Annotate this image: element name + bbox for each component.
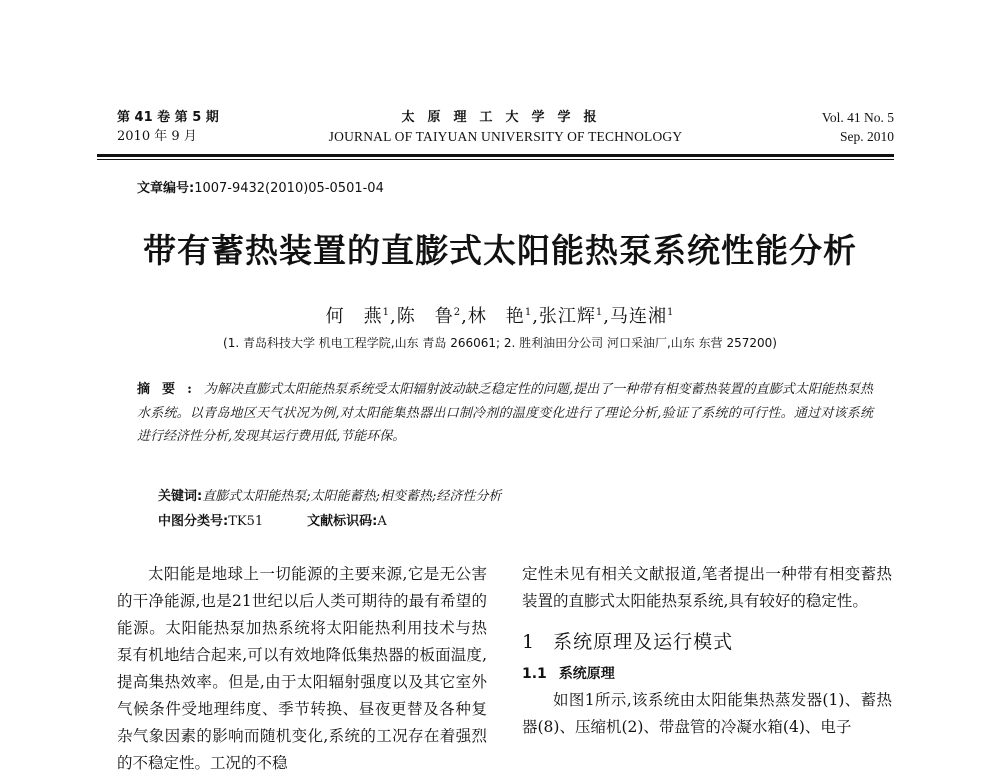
header-journal: [117, 108, 894, 146]
header-date: 2010 年 9 月: [117, 129, 197, 144]
header-rule-thick: [97, 154, 894, 157]
classification: [158, 510, 387, 529]
author-affiliation-mark: 1: [667, 307, 675, 318]
author-affiliation-mark: 2: [453, 307, 462, 318]
body-paragraph: 如图1所示,该系统由太阳能集热蒸发器(1)、蓄热器(8)、压缩机(2)、带盘管的冷凝水箱(4)、电子: [522, 691, 892, 736]
author-affiliation-mark: 1: [382, 307, 390, 318]
header-rule-thin: [97, 159, 894, 160]
article-number-value: 1007-9432(2010)05-0501-04: [194, 181, 384, 196]
keywords: [158, 485, 501, 504]
abstract-text: 为解决直膨式太阳能热泵系统受太阳辐射波动缺乏稳定性的问题,提出了一种带有相变蓄热装置的直膨式太阳能热泵热水系统。以青岛地区天气状况为例,对太阳能集热器出口制冷剂的温度变化进行了理论分析,验证了系统的可行性。通过对该系统进行经济性分析,发现其运行费用低,节能环保。: [137, 382, 873, 444]
abstract-label: 摘要:: [137, 382, 204, 397]
paper-title: 带有蓄热装置的直膨式太阳能热泵系统性能分析: [143, 231, 857, 270]
body-column-right: [522, 561, 892, 741]
author-list: 何 燕$^1$,陈 鲁$^2$,林 艳$^1$,张江辉$^1$,马连湘$^1$: [325, 306, 675, 327]
section-title: 系统原理及运行模式: [553, 631, 734, 653]
doc-code-label: 文献标识码:: [307, 514, 378, 529]
section-heading: [522, 627, 892, 657]
author-name: 陈 鲁: [396, 306, 454, 327]
body-column-left: [117, 561, 487, 777]
article-number-label: 文章编号:: [137, 181, 195, 196]
doc-code-value: A: [377, 514, 387, 529]
header-date-en: Sep. 2010: [840, 129, 894, 144]
author-name: 林 艳: [467, 306, 525, 327]
clc-value: TK51: [228, 514, 264, 529]
body-paragraph: 定性未见有相关文献报道,笔者提出一种带有相变蓄热装置的直膨式太阳能热泵系统,具有较好的稳定性。: [522, 565, 892, 610]
author-name: 何 燕: [325, 306, 383, 327]
journal-name-en: JOURNAL OF TAIYUAN UNIVERSITY OF TECHNOLOGY: [328, 129, 683, 144]
author-affiliation-mark: 1: [595, 307, 604, 318]
clc-label: 中图分类号:: [158, 514, 229, 529]
header-volume: 第 41 卷 第 5 期: [117, 110, 219, 125]
keywords-label: 关键词:: [158, 489, 203, 504]
header-issue-info-en: [822, 108, 894, 146]
body-paragraph: 太阳能是地球上一切能源的主要来源,它是无公害的干净能源,也是21世纪以后人类可期待的最有希望的能源。太阳能热泵加热系统将太阳能热利用技术与热泵有机地结合起来,可以有效地降低集热器的板面温度,提高集热效率。但是,由于太阳辐射强度以及其它室外气候条件受地理纬度、季节转换、昼夜更替及各种复杂气象因素的影响而随机变化,系统的工况存在着强烈的不稳定性。工况的不稳: [117, 565, 487, 772]
author-name: 马连湘: [610, 306, 668, 327]
abstract: [137, 378, 873, 449]
subsection-number: 1.1: [522, 666, 547, 682]
section-number: 1: [522, 631, 536, 653]
header-volume-en: Vol. 41 No. 5: [821, 110, 894, 125]
affiliations: (1. 青岛科技大学 机电工程学院,山东 青岛 266061; 2. 胜利油田分公司 河口采油厂,山东 东营 257200): [223, 336, 777, 350]
keywords-value: 直膨式太阳能热泵;太阳能蓄热;相变蓄热;经济性分析: [202, 489, 502, 504]
journal-name-cn: 太原理工大学学报: [401, 110, 610, 125]
subsection-heading: [522, 661, 892, 687]
article-number: [137, 177, 384, 196]
author-affiliation-mark: 1: [524, 307, 533, 318]
subsection-title: 系统原理: [558, 666, 615, 682]
running-header: [117, 108, 894, 148]
author-name: 张江辉: [538, 306, 596, 327]
